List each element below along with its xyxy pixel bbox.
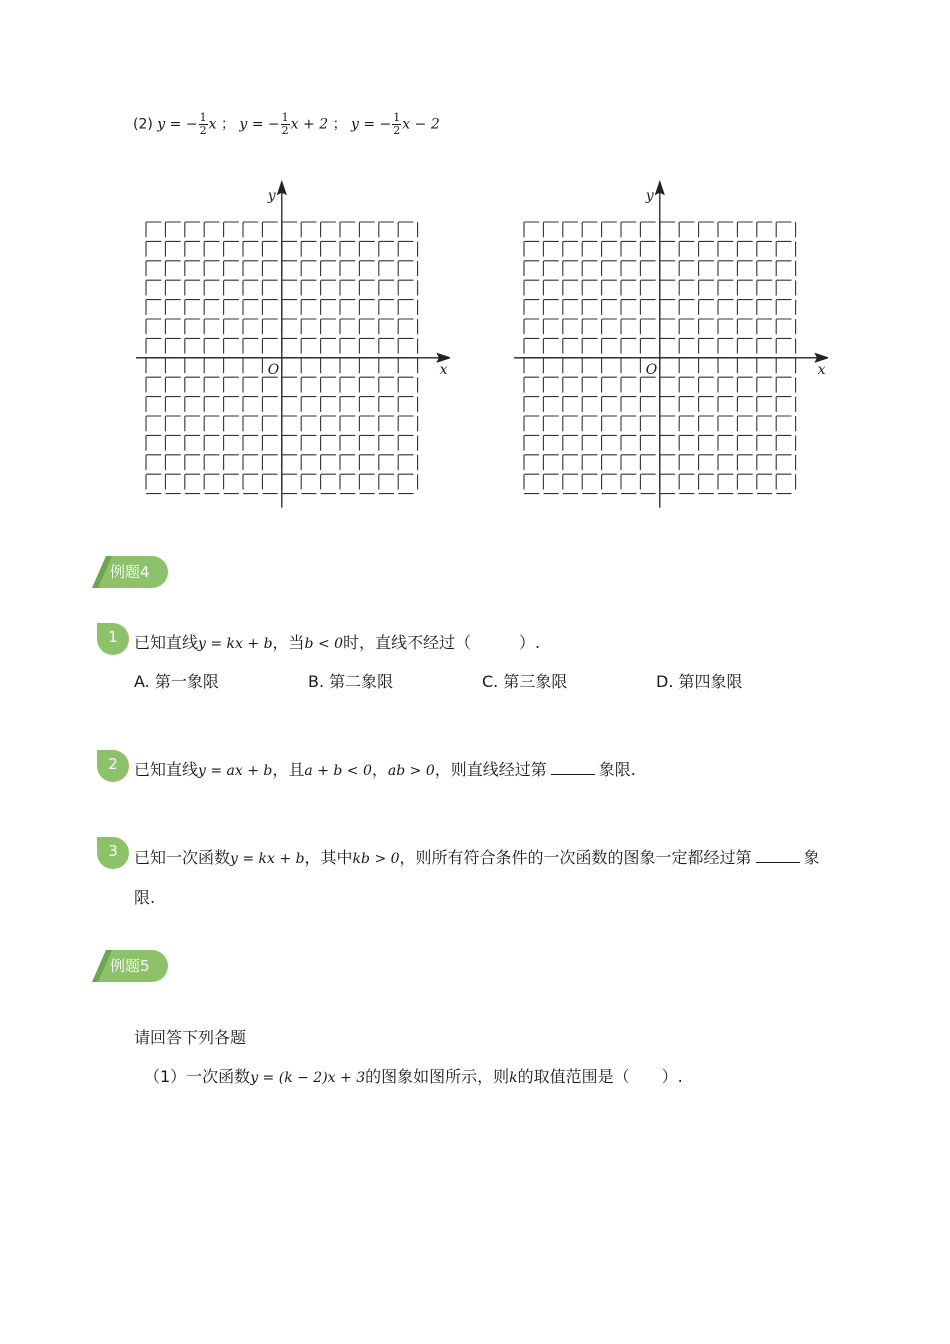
question-badge-1 xyxy=(96,622,130,656)
e5q1-text-a: （1）一次函数 xyxy=(144,1067,251,1086)
part2-prefix: (2) xyxy=(133,116,153,133)
x-axis-arrow xyxy=(816,354,828,362)
eq1-fraction: $\frac{1}{2}$ xyxy=(199,111,207,137)
q1-text-b: ，当 xyxy=(272,633,305,652)
eq3-fraction: $\frac{1}{2}$ xyxy=(393,111,401,137)
y-axis-label: y xyxy=(645,188,654,204)
eq-sep-2: ； xyxy=(332,116,347,133)
x-axis-label: x xyxy=(817,361,826,378)
q2-text-d: ，则直线经过第 xyxy=(434,760,547,779)
question-3-text-line2: 限. xyxy=(134,888,156,907)
eq2-rhs: x + 2 xyxy=(290,116,329,133)
example5-question-1 xyxy=(144,1067,683,1088)
example4-banner-label: 例题4 xyxy=(110,563,150,581)
question-badge-2 xyxy=(96,749,130,783)
coordinate-grid-1 xyxy=(130,178,450,513)
x-axis-label: x xyxy=(439,361,448,378)
q3-math-b: kb > 0 xyxy=(352,851,400,867)
q2-math-c: ab > 0 xyxy=(387,763,435,779)
q3-text-c: ，则所有符合条件的一次函数的图象一定都经过第 xyxy=(399,848,752,867)
origin-label: O xyxy=(645,361,658,378)
x-axis-arrow xyxy=(438,354,450,362)
eq3-rhs: x − 2 xyxy=(402,116,440,133)
q2-text-e: 象限. xyxy=(598,760,636,779)
q3-text-a: 已知一次函数 xyxy=(134,848,231,867)
example4-banner xyxy=(92,556,168,588)
q2-text-b: ，且 xyxy=(272,760,305,779)
q1-option-c[interactable]: C. 第三象限 xyxy=(482,672,568,691)
example5-banner-label: 例题5 xyxy=(110,957,150,975)
question-2-text xyxy=(134,760,636,781)
question-badge-3 xyxy=(96,836,130,870)
e5q1-text-b: 的图象如图所示，则 xyxy=(365,1067,510,1086)
q1-text-a: 已知直线 xyxy=(134,633,199,652)
example5-intro: 请回答下列各题 xyxy=(134,1028,247,1047)
q2-text-c: ， xyxy=(371,760,388,779)
question-number-3: 3 xyxy=(108,842,118,860)
q3-text-d: 象 xyxy=(803,848,820,867)
coordinate-grid-2 xyxy=(508,178,828,513)
q1-option-b[interactable]: B. 第二象限 xyxy=(308,672,394,691)
y-axis-label: y xyxy=(267,188,276,204)
e5q1-text-c: 的取值范围是（ ）. xyxy=(517,1067,683,1086)
q2-math-b: a + b < 0 xyxy=(304,763,372,779)
q2-text-a: 已知直线 xyxy=(134,760,199,779)
eq3-lhs: y = − xyxy=(351,116,392,133)
y-axis-arrow xyxy=(656,182,664,194)
q2-answer-blank[interactable] xyxy=(551,760,595,775)
y-axis-arrow xyxy=(278,182,286,194)
axes xyxy=(514,182,828,508)
q1-option-d[interactable]: D. 第四象限 xyxy=(656,672,743,691)
e5q1-math-b: k xyxy=(509,1070,518,1086)
q1-text-c: 时，直线不经过（ ）. xyxy=(343,633,541,652)
question-number-1: 1 xyxy=(108,628,118,646)
q1-math-b: b < 0 xyxy=(304,636,344,652)
origin-label: O xyxy=(267,361,280,378)
question-3-text xyxy=(134,848,820,869)
q3-math-a: y = kx + b xyxy=(230,851,305,867)
question-1-text xyxy=(134,633,540,654)
eq-sep-1: ； xyxy=(220,116,235,133)
question-number-2: 2 xyxy=(108,755,118,773)
e5q1-math-a: y = (k − 2)x + 3 xyxy=(250,1070,366,1086)
eq1-lhs: y = − xyxy=(157,116,198,133)
q2-math-a: y = ax + b xyxy=(198,763,273,779)
eq1-rhs: x xyxy=(208,116,217,133)
axes xyxy=(136,182,450,508)
q1-math-a: y = kx + b xyxy=(198,636,273,652)
q1-option-a[interactable]: A. 第一象限 xyxy=(134,672,219,691)
eq2-fraction: $\frac{1}{2}$ xyxy=(281,111,289,137)
q3-answer-blank[interactable] xyxy=(756,848,800,863)
example5-banner xyxy=(92,950,168,982)
eq2-lhs: y = − xyxy=(239,116,280,133)
q3-text-b: ，其中 xyxy=(304,848,353,867)
part2-equations xyxy=(133,112,440,137)
